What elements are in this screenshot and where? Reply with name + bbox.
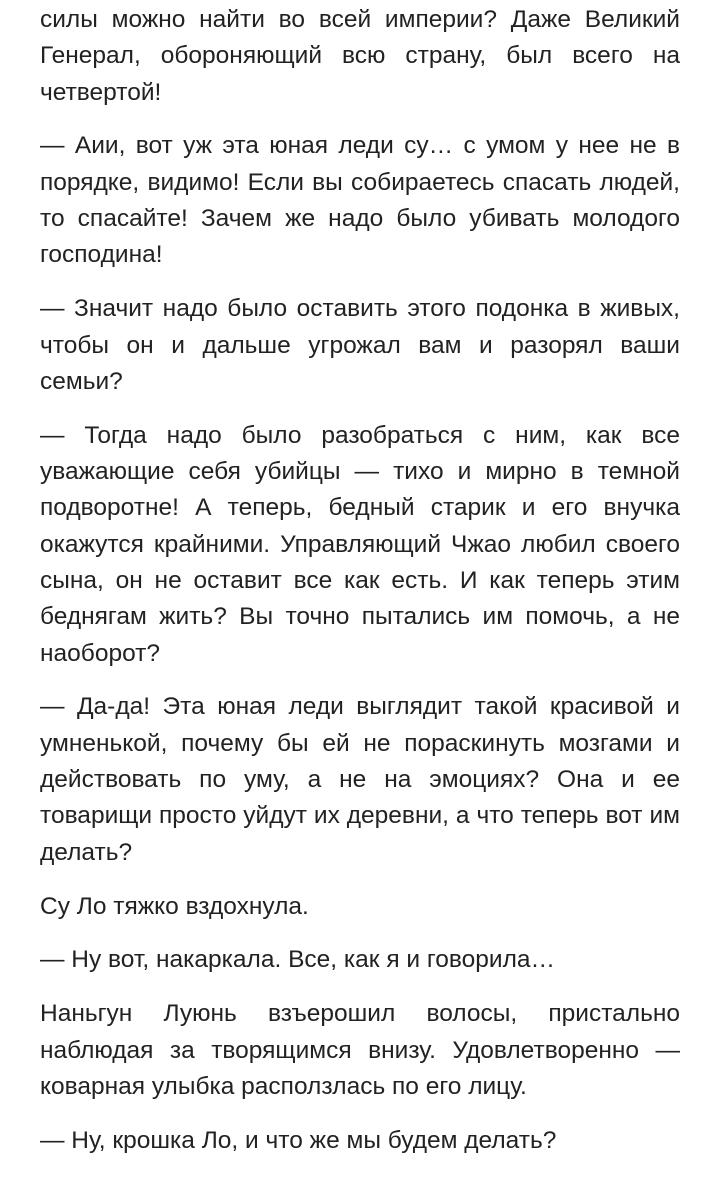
paragraph-4: — Тогда надо было разобраться с ним, как все уважающие себя убийцы — тихо и мирно в темной подворотне! А теперь, бедный старик и его внучка окажутся крайними. Управляющий Чжао любил своего сына, он не оставит все как есть. И как теперь этим беднягам жить? Вы точно пытались им помочь, а не наоборот? [40,421,680,667]
paragraph-6: Су Ло тяжко вздохнула. [40,892,309,920]
paragraph-1: силы можно найти во всей империи? Даже Великий Генерал, обороняющий всю страну, был всего на четвертой! [40,6,680,106]
paragraph-7: — Ну вот, накаркала. Все, как я и говорила… [40,946,556,974]
paragraph-8: Наньгун Луюнь взъерошил волосы, пристально наблюдая за творящимся внизу. Удовлетворенно — коварная улыбка расползлась по его лицу. [40,1000,680,1100]
paragraph-2: — Аии, вот уж эта юная леди су… с умом у нее не в порядке, видимо! Если вы собираетесь спасать людей, то спасайте! Зачем же надо было убивать молодого господина! [40,132,680,269]
paragraph-5: — Да-да! Эта юная леди выглядит такой красивой и умненькой, почему бы ей не пораскинуть мозгами и действовать по уму, а не на эмоциях? Она и ее товарищи просто уйдут их деревни, а что теперь вот им делать? [40,693,680,866]
paragraph-9: — Ну, крошка Ло, и что же мы будем делать? [40,1126,557,1154]
reader-text-page [40,2,680,1177]
paragraph-3: — Значит надо было оставить этого подонка в живых, чтобы он и дальше угрожал вам и разорял ваши семьи? [40,295,680,395]
